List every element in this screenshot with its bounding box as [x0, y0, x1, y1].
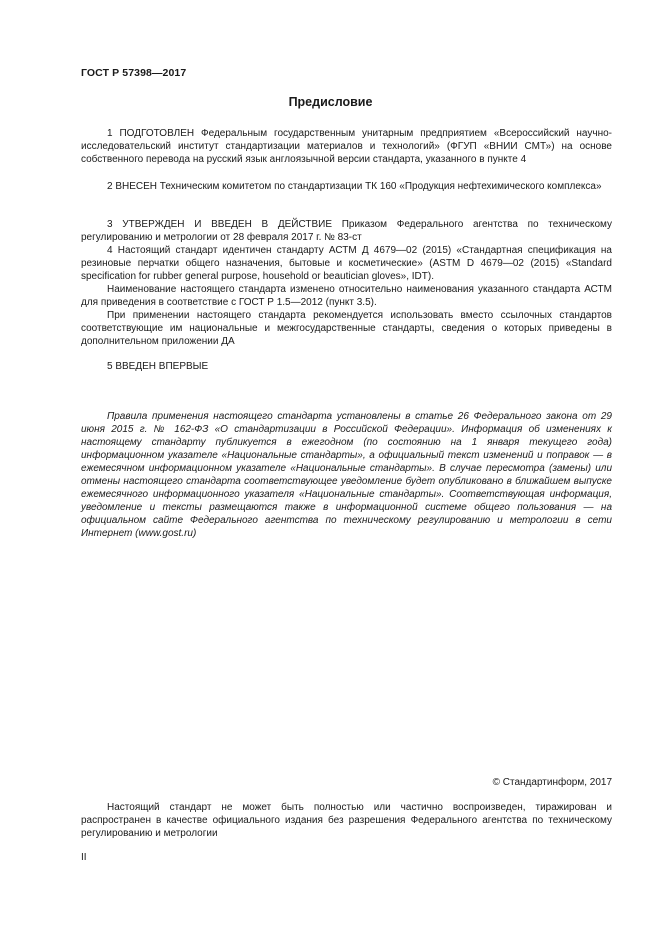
paragraph-4: 4 Настоящий стандарт идентичен стандарту АСТМ Д 4679—02 (2015) «Стандартная спецификация на резиновые перчатки общего назначения, бытовые и косметические» (ASTM D 4679—02 (2015) «Standard specification for rubber general purpose, household or beautician gloves», IDT). — [81, 245, 612, 282]
copyright: © Стандартинформ, 2017 — [492, 777, 612, 788]
paragraph-1: 1 ПОДГОТОВЛЕН Федеральным государственным унитарным предприятием «Всероссийский научно-исследовательский институт стандартизации материалов и технологий» (ФГУП «ВНИИ СМТ») на основе собственного перевода на русский язык англоязычной версии стандарта, указанного в пункте 4 — [81, 128, 612, 165]
page-number: II — [81, 852, 87, 863]
paragraph-4-references: При применении настоящего стандарта рекомендуется использовать вместо ссылочных стандартов соответствующие им национальные и межгосударственные стандарты, сведения о которых приведены в дополнительном приложении ДА — [81, 310, 612, 347]
paragraph-2: 2 ВНЕСЕН Техническим комитетом по стандартизации ТК 160 «Продукция нефтехимического комплекса» — [107, 181, 602, 192]
paragraph-3: 3 УТВЕРЖДЕН И ВВЕДЕН В ДЕЙСТВИЕ Приказом Федерального агентства по техническому регулированию и метрологии от 28 февраля 2017 г. № 83-ст — [81, 219, 612, 243]
reproduction-notice: Настоящий стандарт не может быть полностью или частично воспроизведен, тиражирован и распространен в качестве официального издания без разрешения Федерального агентства по техническому регулированию и метрологии — [81, 802, 612, 839]
document-id: ГОСТ Р 57398—2017 — [81, 67, 187, 79]
page-title: Предисловие — [288, 95, 373, 109]
rules-notice: Правила применения настоящего стандарта установлены в статье 26 Федерального закона от 29 июня 2015 г. № 162-ФЗ «О стандартизации в Российской Федерации». Информация об изменениях к настоящему стандарту публикуется в ежегодном (по состоянию на 1 января текущего года) информационном указателе «Национальные стандарты», а официальный текст изменений и поправок — в ежемесячном информационном указателе «Национальные стандарты». В случае пересмотра (замены) или отмены настоящего стандарта соответствующее уведомление будет опубликовано в ближайшем выпуске ежемесячного информационного указателя «Национальные стандарты». Соответствующая информация, уведомление и тексты размещаются также в информационной системе общего пользования — на официальном сайте Федерального агентства по техническому регулированию и метрологии в сети Интернет (www.gost.ru) — [81, 411, 612, 539]
paragraph-4-name-change: Наименование настоящего стандарта изменено относительно наименования указанного стандарта АСТМ для приведения в соответствие с ГОСТ Р 1.5—2012 (пункт 3.5). — [81, 284, 612, 308]
paragraph-5: 5 ВВЕДЕН ВПЕРВЫЕ — [107, 361, 209, 372]
